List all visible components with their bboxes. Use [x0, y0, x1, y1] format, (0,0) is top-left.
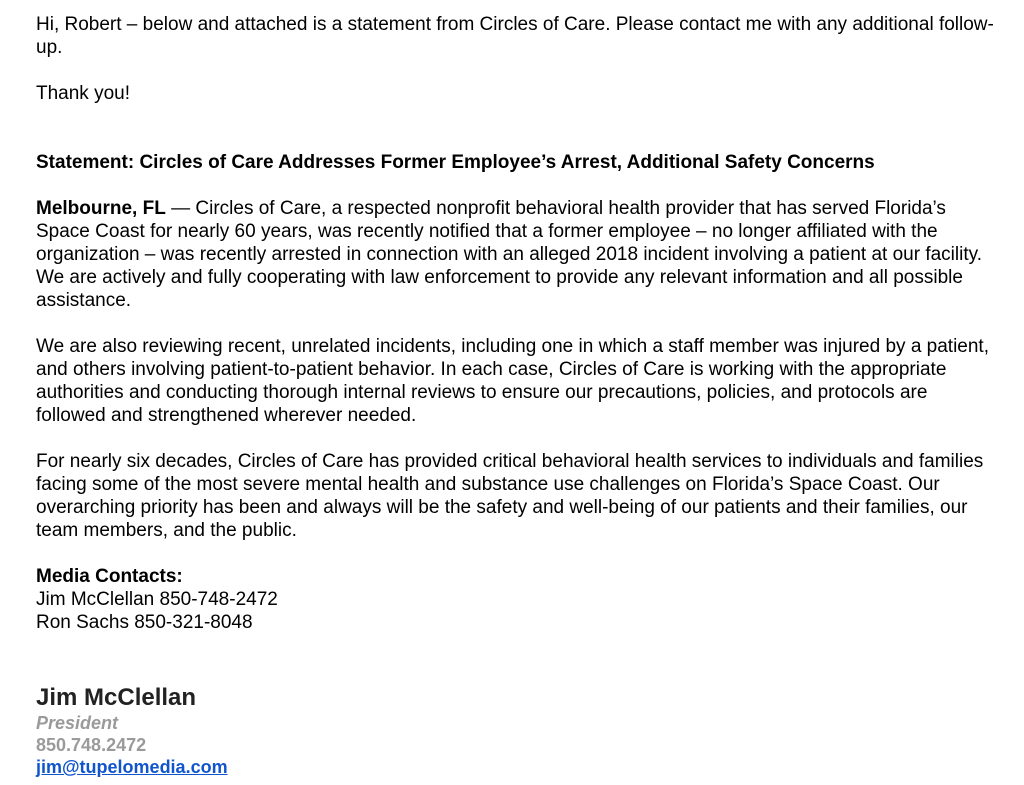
media-contact-1: Jim McClellan 850-748-2472	[36, 589, 278, 610]
signature-email-link[interactable]: jim@tupelomedia.com	[36, 757, 228, 777]
signature-name: Jim McClellan	[36, 684, 197, 711]
thanks-text: Thank you!	[36, 83, 130, 104]
statement-paragraph-3: For nearly six decades, Circles of Care has provided critical behavioral health services to individuals and families facing some of the most severe mental health and substance use challenges on Florida’s Space Coast. Our overarching priority has been and always will be the safety and well-being of our patients and their families, our team members, and the public.	[36, 451, 984, 541]
statement-title: Statement: Circles of Care Addresses Former Employee’s Arrest, Additional Safety Concerns	[36, 152, 875, 173]
statement-paragraph-2: We are also reviewing recent, unrelated incidents, including one in which a staff member was injured by a patient, and others involving patient-to-patient behavior. In each case, Circles of Care is working with the appropriate authorities and conducting thorough internal reviews to ensure our precautions, policies, and protocols are followed and strengthened wherever needed.	[36, 336, 989, 426]
signature-phone: 850.748.2472	[36, 735, 147, 755]
signature-title: President	[36, 713, 119, 733]
dateline: Melbourne, FL	[36, 198, 166, 219]
media-contact-2: Ron Sachs 850-321-8048	[36, 612, 253, 633]
greeting-text: Hi, Robert – below and attached is a statement from Circles of Care. Please contact me with any additional follow-up.	[36, 14, 994, 58]
statement-paragraph-1	[36, 197, 996, 312]
media-contacts-heading: Media Contacts:	[36, 566, 183, 587]
paragraph-1-text: Circles of Care, a respected nonprofit behavioral health provider that has served Florida’s Space Coast for nearly 60 years, was recently notified that a former employee – no longer affiliated with the organization – was recently arrested in connection with an alleged 2018 incident involving a patient at our facility. We are actively and fully cooperating with law enforcement to provide any relevant information and all possible assistance.	[36, 198, 982, 311]
email-signature	[36, 680, 996, 779]
dateline-separator: —	[165, 198, 196, 219]
